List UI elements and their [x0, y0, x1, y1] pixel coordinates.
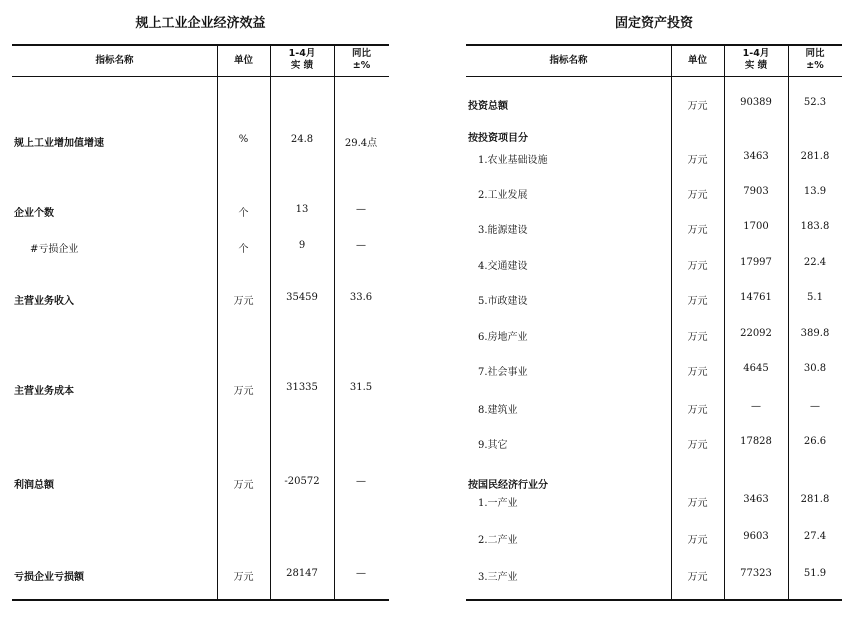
- right-row-unit: 万元: [687, 367, 708, 378]
- right-row-unit: 万元: [687, 535, 708, 546]
- left-col-divider-2: [270, 44, 271, 601]
- right-header-yoy-line1: 同比: [805, 48, 825, 59]
- left-row-yoy: —: [356, 240, 366, 251]
- left-header-actual-line2: 实 绩: [290, 60, 314, 71]
- right-row-unit: 万元: [687, 296, 708, 307]
- left-row-name: 主营业务成本: [14, 386, 74, 397]
- right-row-unit: 万元: [687, 572, 708, 583]
- left-row-name: 亏损企业亏损额: [14, 572, 84, 583]
- left-row-actual: 9: [298, 240, 306, 251]
- left-row-actual: 24.8: [290, 134, 314, 145]
- left-row-unit: 个: [238, 244, 249, 255]
- right-row-yoy: 26.6: [803, 436, 827, 447]
- left-row-actual: -20572: [284, 476, 320, 487]
- right-row-yoy: 22.4: [803, 257, 827, 268]
- left-bottom-rule: [12, 599, 389, 601]
- right-col-divider-3: [788, 44, 789, 601]
- left-header-yoy: [334, 48, 389, 72]
- right-row-actual: 17997: [740, 257, 772, 268]
- right-row-yoy: 30.8: [803, 363, 827, 374]
- right-row-name: 4.交通建设: [478, 261, 528, 272]
- right-header-actual-line1: 1-4月: [742, 48, 770, 59]
- right-row-unit: 万元: [687, 155, 708, 166]
- right-row-unit: 万元: [687, 405, 708, 416]
- right-row-name: 2.工业发展: [478, 190, 528, 201]
- right-table: [466, 44, 842, 602]
- left-row-actual: 28147: [286, 568, 318, 579]
- right-row-actual: 90389: [740, 97, 772, 108]
- right-bottom-rule: [466, 599, 842, 601]
- right-row-name: 5.市政建设: [478, 296, 528, 307]
- right-row-name: 3.三产业: [478, 572, 518, 583]
- left-row-name: 企业个数: [14, 208, 54, 219]
- left-row-unit: 万元: [233, 386, 254, 397]
- left-table: [12, 44, 389, 602]
- left-header-name: 指标名称: [95, 55, 134, 66]
- left-header-rule: [12, 76, 389, 77]
- right-header-yoy-line2: ±%: [806, 60, 824, 71]
- right-row-yoy: 5.1: [807, 292, 823, 303]
- left-row-name: 规上工业增加值增速: [14, 138, 104, 149]
- left-row-name: 利润总额: [14, 480, 54, 491]
- left-row-yoy: 31.5: [349, 382, 373, 393]
- right-row-yoy: 281.8: [800, 494, 830, 505]
- right-row-actual: 3463: [743, 494, 769, 505]
- right-row-name: 2.二产业: [478, 535, 518, 546]
- right-header-actual-line2: 实 绩: [744, 60, 768, 71]
- right-header-actual: [724, 48, 788, 72]
- left-row-yoy: —: [356, 204, 366, 215]
- left-table-title: 规上工业企业经济效益: [135, 16, 266, 31]
- right-row-name: 按投资项目分: [468, 133, 528, 144]
- left-row-actual: 13: [295, 204, 309, 215]
- right-row-actual: 77323: [740, 568, 772, 579]
- right-row-yoy: 51.9: [803, 568, 827, 579]
- right-row-unit: 万元: [687, 225, 708, 236]
- left-header-actual: [270, 48, 334, 72]
- right-row-actual: 4645: [743, 363, 769, 374]
- right-row-name: 7.社会事业: [478, 367, 528, 378]
- right-row-unit: 万元: [687, 261, 708, 272]
- left-col-divider-3: [334, 44, 335, 601]
- right-row-unit: 万元: [687, 101, 708, 112]
- left-row-yoy: —: [356, 568, 366, 579]
- left-row-yoy: —: [356, 476, 366, 487]
- right-row-name: 1.农业基础设施: [478, 155, 548, 166]
- right-row-yoy: 389.8: [800, 328, 830, 339]
- right-row-actual: 7903: [743, 186, 769, 197]
- right-row-actual: 9603: [743, 531, 769, 542]
- right-row-name: 按国民经济行业分: [468, 480, 548, 491]
- right-row-actual: 3463: [743, 151, 769, 162]
- right-row-unit: 万元: [687, 190, 708, 201]
- right-row-actual: —: [751, 401, 761, 412]
- right-row-name: 8.建筑业: [478, 405, 518, 416]
- right-header-name: 指标名称: [549, 55, 588, 66]
- left-header-unit: 单位: [233, 55, 253, 66]
- right-header-unit: 单位: [687, 55, 707, 66]
- right-row-yoy: —: [810, 401, 820, 412]
- right-header-yoy: [788, 48, 842, 72]
- left-row-unit: 万元: [233, 480, 254, 491]
- left-top-rule: [12, 44, 389, 46]
- right-row-yoy: 183.8: [800, 221, 830, 232]
- left-row-unit: 万元: [233, 572, 254, 583]
- left-row-name: #亏损企业: [30, 244, 79, 255]
- right-row-name: 投资总额: [468, 101, 508, 112]
- right-header-rule: [466, 76, 842, 77]
- left-row-actual: 35459: [286, 292, 318, 303]
- right-row-actual: 14761: [740, 292, 772, 303]
- left-row-name: 主营业务收入: [14, 296, 74, 307]
- right-col-divider-2: [724, 44, 725, 601]
- right-row-unit: 万元: [687, 440, 708, 451]
- left-row-unit: 万元: [233, 296, 254, 307]
- left-header-actual-line1: 1-4月: [288, 48, 316, 59]
- right-row-unit: 万元: [687, 332, 708, 343]
- right-row-unit: 万元: [687, 498, 708, 509]
- left-row-unit: 个: [238, 208, 249, 219]
- right-row-yoy: 281.8: [800, 151, 830, 162]
- right-row-name: 9.其它: [478, 440, 508, 451]
- left-row-unit: %: [238, 134, 249, 145]
- left-row-yoy: 29.4点: [344, 138, 378, 149]
- left-header-yoy-line2: ±%: [352, 60, 371, 71]
- right-row-actual: 17828: [740, 436, 772, 447]
- right-row-yoy: 52.3: [803, 97, 827, 108]
- right-row-actual: 22092: [740, 328, 772, 339]
- right-table-title: 固定资产投资: [614, 16, 693, 31]
- left-col-divider-1: [217, 44, 218, 601]
- right-row-name: 3.能源建设: [478, 225, 528, 236]
- left-header-yoy-line1: 同比: [351, 48, 371, 59]
- right-row-yoy: 27.4: [803, 531, 827, 542]
- right-row-yoy: 13.9: [803, 186, 827, 197]
- right-row-name: 1.一产业: [478, 498, 518, 509]
- right-top-rule: [466, 44, 842, 46]
- right-col-divider-1: [671, 44, 672, 601]
- left-row-actual: 31335: [286, 382, 318, 393]
- left-row-yoy: 33.6: [349, 292, 373, 303]
- right-row-actual: 1700: [743, 221, 769, 232]
- right-row-name: 6.房地产业: [478, 332, 528, 343]
